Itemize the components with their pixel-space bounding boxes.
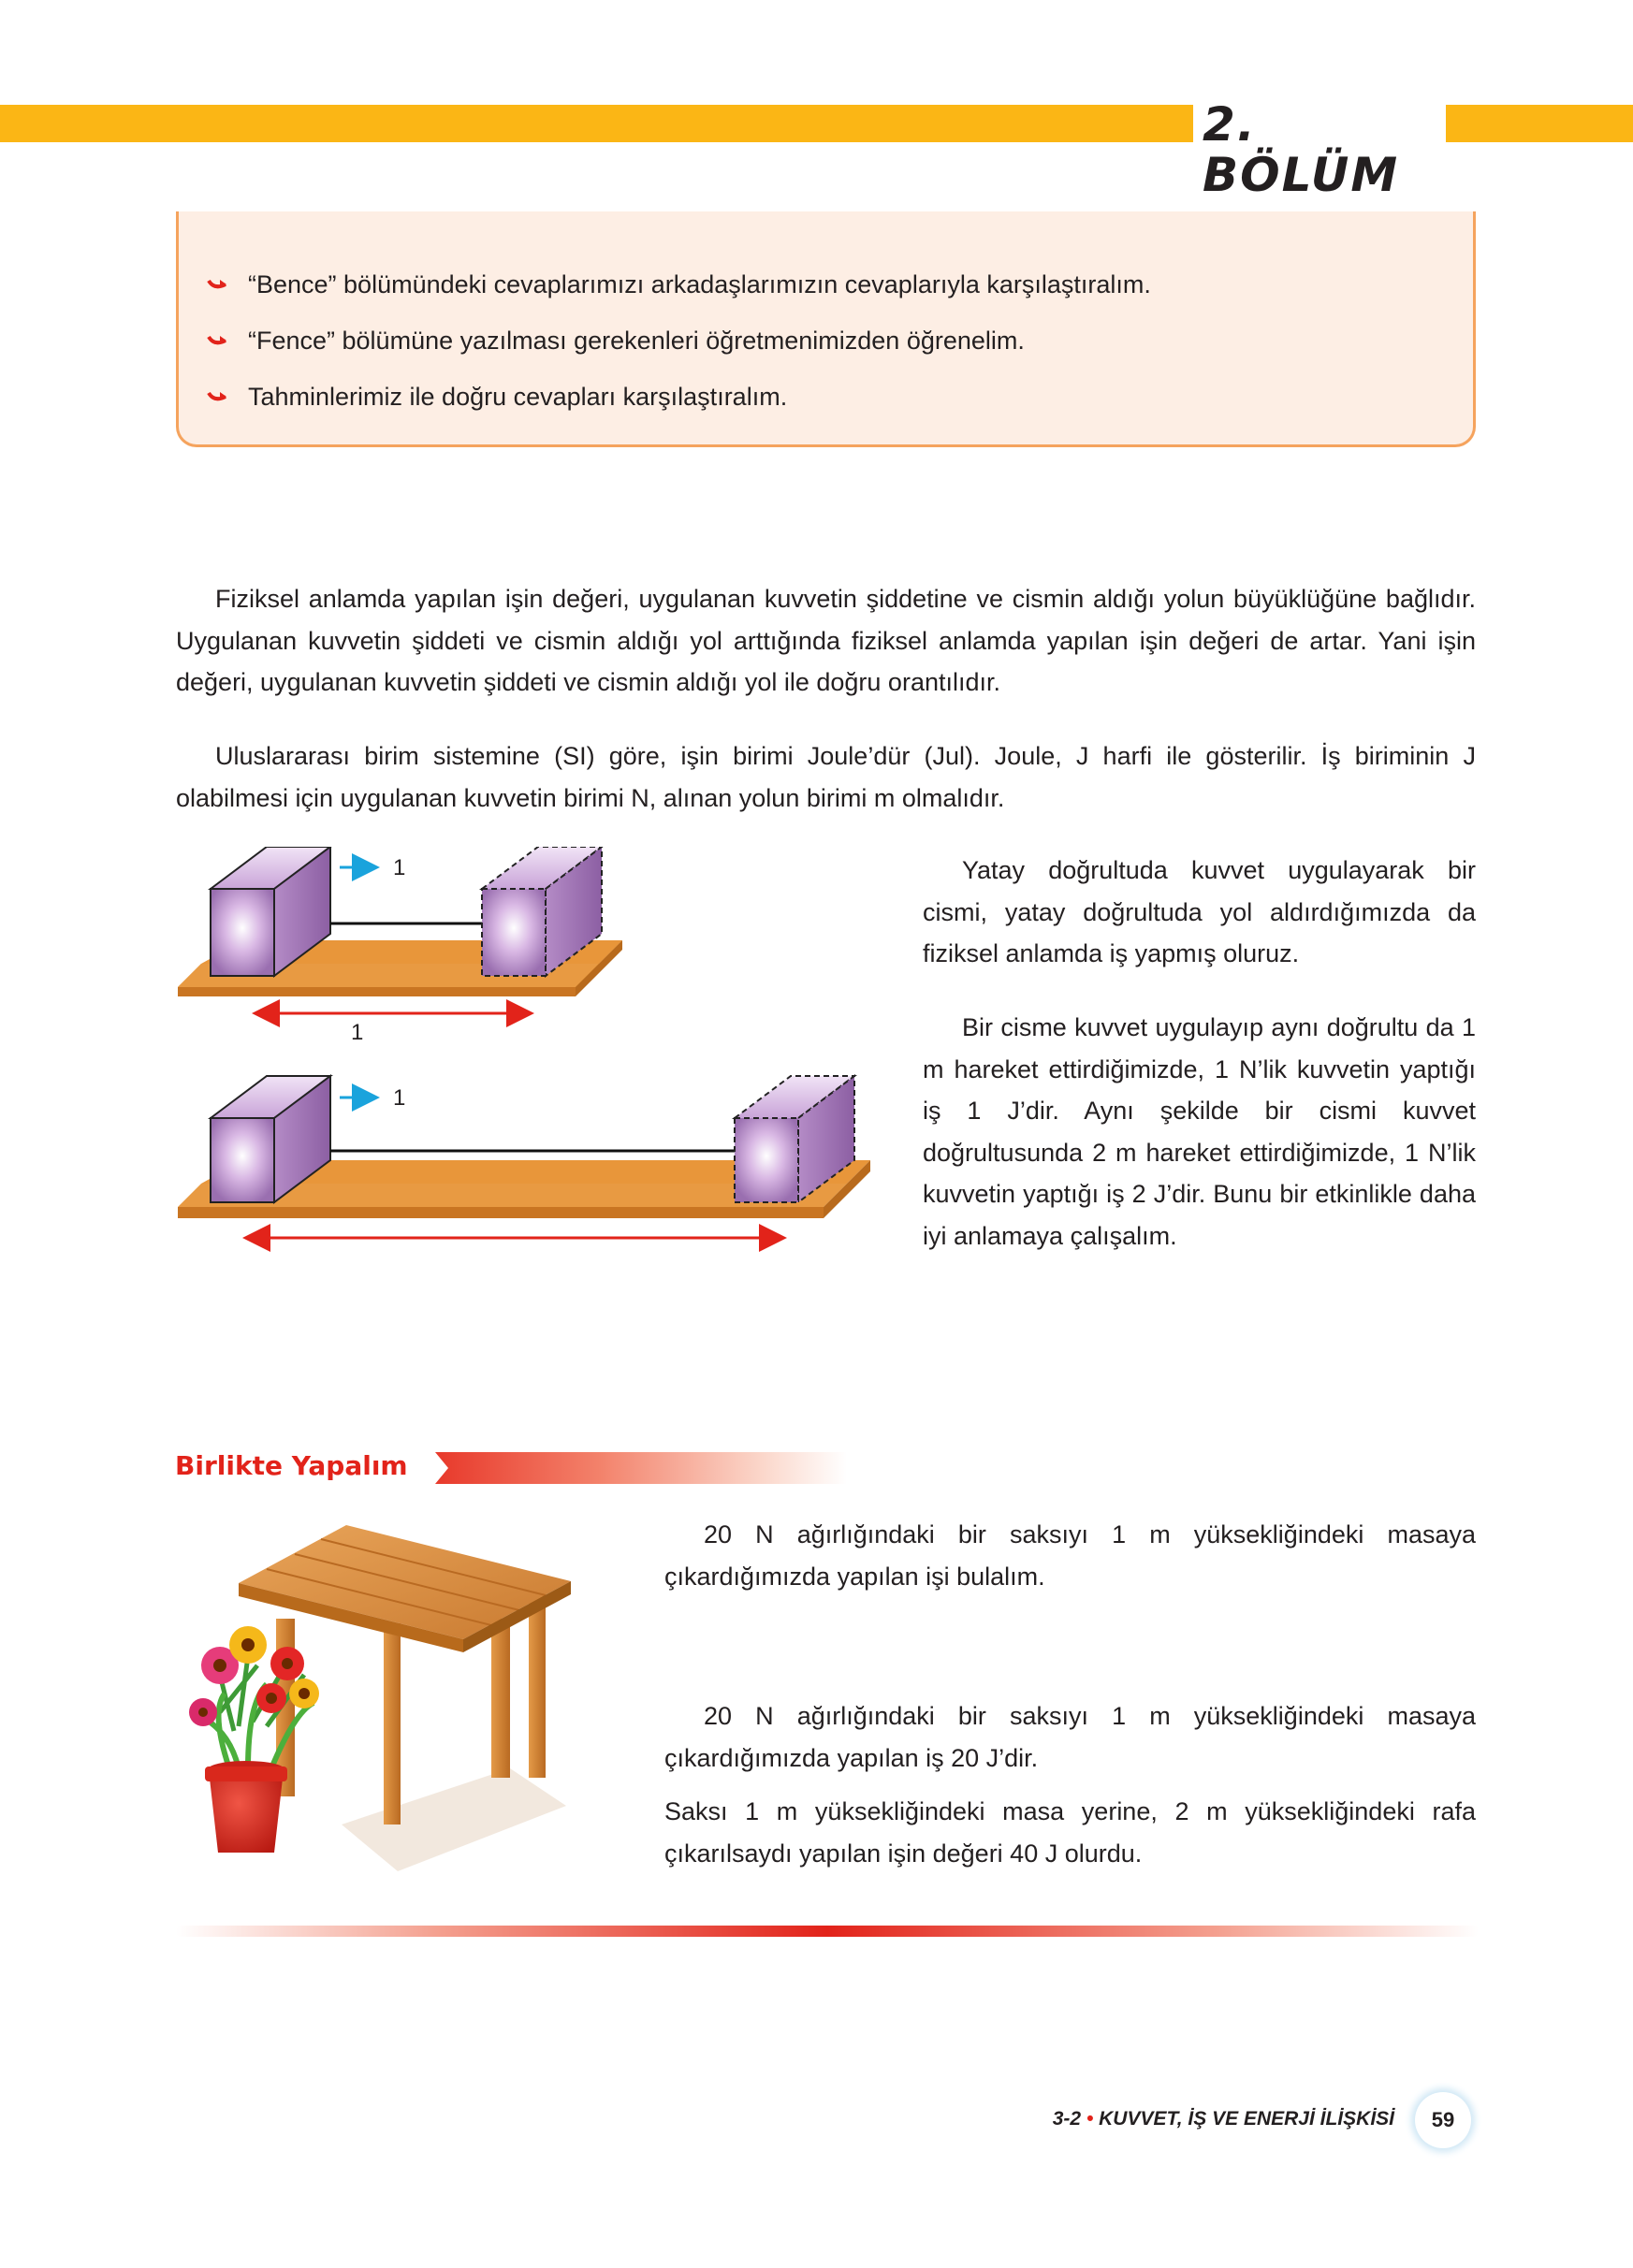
chapter-title: 2. BÖLÜM <box>1203 97 1400 202</box>
header-band-right <box>1446 105 1633 142</box>
curved-arrow-icon <box>207 333 227 348</box>
header-band-left <box>0 105 1193 142</box>
footer-bullet: • <box>1086 2108 1094 2130</box>
paragraph-work-definition: Fiziksel anlamda yapılan işin değeri, uygulanan kuvvetin şiddetine ve cismin aldığı yolun büyüklüğüne bağlıdır. Uygulanan kuvvetin şiddeti ve cismin aldığı yol arttığında fiziksel anlamda yapılan işin değeri de artar. Yani işin değeri, uygulanan kuvvetin şiddeti ve cismin aldığı yol ile doğru orantılıdır. <box>176 585 1476 696</box>
force-label-top: 1 <box>393 855 406 880</box>
info-box <box>176 211 1476 447</box>
page-number: 59 <box>1415 2092 1471 2148</box>
activity-answer: 20 N ağırlığındaki bir saksıyı 1 m yüksekliğindeki masaya çıkardığımızda yapılan iş 20 J’dir. <box>664 1702 1476 1772</box>
info-item <box>207 269 1151 299</box>
info-item-text: “Fence” bölümüne yazılması gerekenleri öğretmenimizden öğrenelim. <box>248 327 1025 355</box>
activity-title-bar <box>435 1452 847 1484</box>
table-shadow <box>342 1768 566 1871</box>
info-item <box>207 326 1025 356</box>
paragraph-si-unit: Uluslararası birim sistemine (SI) göre, işin birimi Joule’dür (Jul). Joule, J harfi ile gösterilir. İş biriminin J olabilmesi için uygulanan kuvvetin birimi N, alınan yolun birimi m olmalıdır. <box>176 742 1476 812</box>
force-label-bottom: 1 <box>393 1085 406 1111</box>
info-item <box>207 382 787 412</box>
curved-arrow-icon <box>207 389 227 404</box>
footer-running-title <box>1039 2108 1394 2130</box>
curved-arrow-icon <box>207 277 227 292</box>
info-item-text: Tahminlerimiz ile doğru cevapları karşılaştıralım. <box>248 383 788 411</box>
activity-extra: Saksı 1 m yüksekliğindeki masa yerine, 2 m yüksekliğindeki rafa çıkarılsaydı yapılan işin değeri 40 J olurdu. <box>664 1797 1476 1868</box>
paragraph-joule-example: Bir cisme kuvvet uygulayıp aynı doğrultu da 1 m hareket ettirdiğimizde, 1 N’lik kuvvetin yaptığı iş 1 J’dir. Aynı şekilde bir cismi kuvvet doğrultusunda 2 m hareket ettirdiğimizde, 1 N’lik kuvvetin yaptığı iş 2 J’dir. Bunu bir etkinlikle daha iyi anlamaya çalışalım. <box>923 1013 1476 1250</box>
work-distance-figure <box>173 847 884 1258</box>
footer-unit: 3-2 <box>1052 2108 1082 2130</box>
flower-pot <box>189 1626 319 1853</box>
activity-question: 20 N ağırlığındaki bir saksıyı 1 m yüksekliğindeki masaya çıkardığımızda yapılan işi bulalım. <box>664 1520 1476 1591</box>
info-item-text: “Bence” bölümündeki cevaplarımızı arkadaşlarımızın cevaplarıyla karşılaştıralım. <box>248 270 1151 298</box>
paragraph-horizontal-work: Yatay doğrultuda kuvvet uygulayarak bir cismi, yatay doğrultuda yol aldırdığımızda da fiziksel anlamda iş yapmış oluruz. <box>923 856 1476 967</box>
activity-title: Birlikte Yapalım <box>175 1450 408 1481</box>
distance-label-top: 1 <box>351 1020 364 1045</box>
footer-topic: KUVVET, İŞ VE ENERJİ İLİŞKİSİ <box>1099 2108 1394 2130</box>
section-divider <box>176 1926 1479 1937</box>
table-flowerpot-illustration <box>182 1525 594 1881</box>
